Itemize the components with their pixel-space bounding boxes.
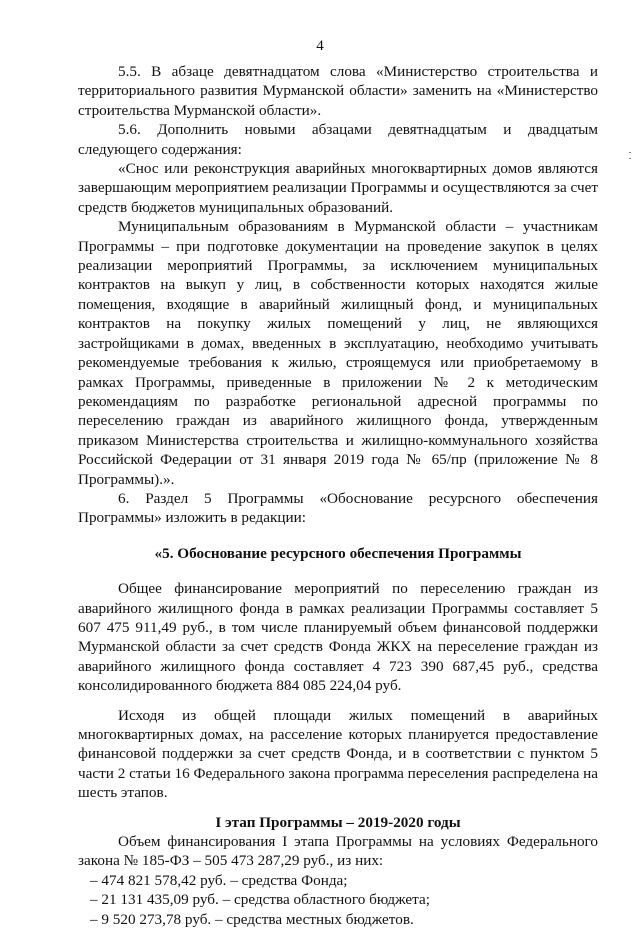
paragraph-5-6: 5.6. Дополнить новыми абзацами девятнадцатым и двадцатым следующего содержания: xyxy=(78,121,598,158)
document-body xyxy=(78,62,598,929)
paragraph-demolition: «Снос или реконструкция аварийных многоквартирных домов являются завершающим мероприятием реализации Программы и осуществляются за счет средств бюджетов муниципальных образований. xyxy=(78,160,598,216)
funding-item: – 474 821 578,42 руб. – средства Фонда; xyxy=(90,871,348,889)
funding-item: – 9 520 273,78 руб. – средства местных бюджетов. xyxy=(90,910,414,928)
paragraph-stages: Исходя из общей площади жилых помещений в аварийных многоквартирных домах, на расселение которых планируется предоставление финансовой поддержки за счет средств Фонда, и в соответствии с пунктом 5 части 2 статьи 16 Федерального закона программа переселения распределена на шесть этапов. xyxy=(78,706,598,802)
paragraph-5-5: 5.5. В абзаце девятнадцатом слова «Министерство строительства и территориального развития Мурманской области» заменить на «Министерство строительства Мурманской области». xyxy=(78,63,598,119)
page-number: 4 xyxy=(316,38,324,54)
scan-mark xyxy=(629,158,631,159)
paragraph-municipal-requirements: Муниципальным образованиям в Мурманской области – участникам Программы – при подготовке документации на проведение закупок в целях реализации мероприятий Программы, за исключением муниципальных контрактов на выкуп у лиц, в собственности которых находятся жилые помещения, входящие в аварийный жилищный фонд, и муниципальных контрактов на покупку жилых помещений у лиц, не являющихся застройщиками в домах, введенных в эксплуатацию, необходимо учитывать рекомендуемые требования к жилью, строящемуся или приобретаемому в рамках Программы, приведенные в приложении № 2 к методическим рекомендациям по разработке региональной адресной программы по переселению граждан из аварийного жилищного фонда, утвержденным приказом Министерства строительства и жилищно-коммунального хозяйства Российской Федерации от 31 января 2019 года № 65/пр (приложение № 8 Программы).». xyxy=(78,218,598,488)
paragraph-stage-funding: Объем финансирования I этапа Программы на условиях Федерального закона № 185-ФЗ – 505 473 287,29 руб., из них: xyxy=(78,833,598,870)
paragraph-total-funding: Общее финансирование мероприятий по переселению граждан из аварийного жилищного фонда в рамках реализации Программы составляет 5 607 475 911,49 руб., в том числе планируемый объем финансовой поддержки Мурманской области за счет средств Фонда ЖКХ на переселение граждан из аварийного жилищного фонда составляет 4 723 390 687,45 руб., средства консолидированного бюджета 884 085 224,04 руб. xyxy=(78,580,598,695)
paragraph-6: 6. Раздел 5 Программы «Обоснование ресурсного обеспечения Программы» изложить в редакции: xyxy=(78,489,598,527)
stage-heading: I этап Программы – 2019-2020 годы xyxy=(215,813,461,831)
funding-item: – 21 131 435,09 руб. – средства областного бюджета; xyxy=(90,891,430,909)
section-heading: «5. Обоснование ресурсного обеспечения Программы xyxy=(154,544,522,562)
scan-mark xyxy=(629,152,631,153)
